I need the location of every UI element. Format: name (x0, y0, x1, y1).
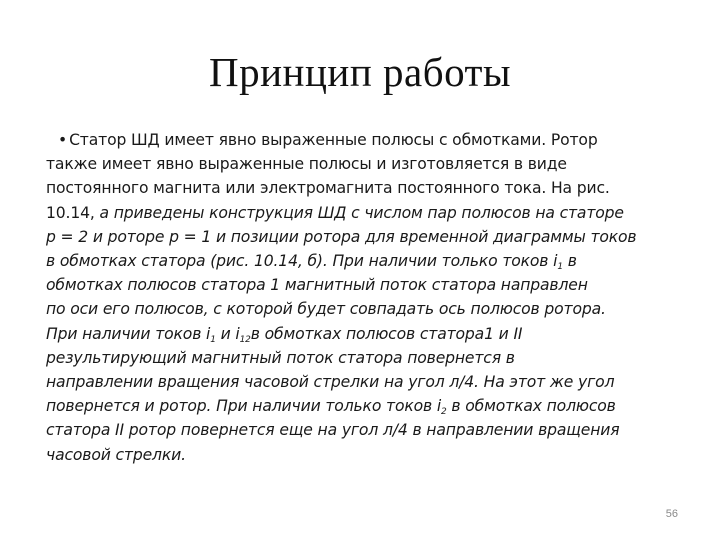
text-line-14: часовой стрелки. (46, 445, 186, 464)
text-line-12: повернется и ротор. При наличии только токов $i_2$ в обмотках полюсов (46, 397, 616, 418)
text-line-5: р = 2 и роторе р = 1 и позиции ротора для временной диаграммы токов (46, 227, 637, 246)
bullet-icon: • (58, 131, 68, 149)
slide-body-text (46, 128, 676, 467)
text-line-3: постоянного магнита или электромагнита постоянного тока. На рис. (46, 179, 610, 198)
text-line-7: обмотках полюсов статора 1 магнитный поток статора направлен (46, 276, 588, 295)
text-line-11: направлении вращения часовой стрелки на угол л/4. На этот же угол (46, 373, 615, 392)
text-line-6: в обмотках статора (рис. 10.14, б). При наличии только токов $i_1$ в (46, 252, 577, 273)
page-number: 56 (665, 508, 678, 520)
text-line-10: результирующий магнитный поток статора повернется в (46, 348, 515, 367)
text-line-1: • Статор ШД имеет явно выраженные полюсы с обмотками. Ротор (58, 131, 598, 149)
text-line-13: статора II ротор повернется еще на угол л/4 в направлении вращения (46, 421, 620, 440)
text-line-2: также имеет явно выраженные полюсы и изготовляется в виде (46, 155, 567, 174)
text-line-8: по оси его полюсов, с которой будет совпадать ось полюсов ротора. (46, 300, 606, 319)
slide-title: Принцип работы (208, 49, 512, 95)
text-line-9: При наличии токов $i_1$ и $i_{12}в$ обмотках полюсов статора1 и II (46, 324, 523, 345)
text-line-4: 10.14, а приведены конструкция ШД с числом пар полюсов на статоре (46, 203, 624, 222)
